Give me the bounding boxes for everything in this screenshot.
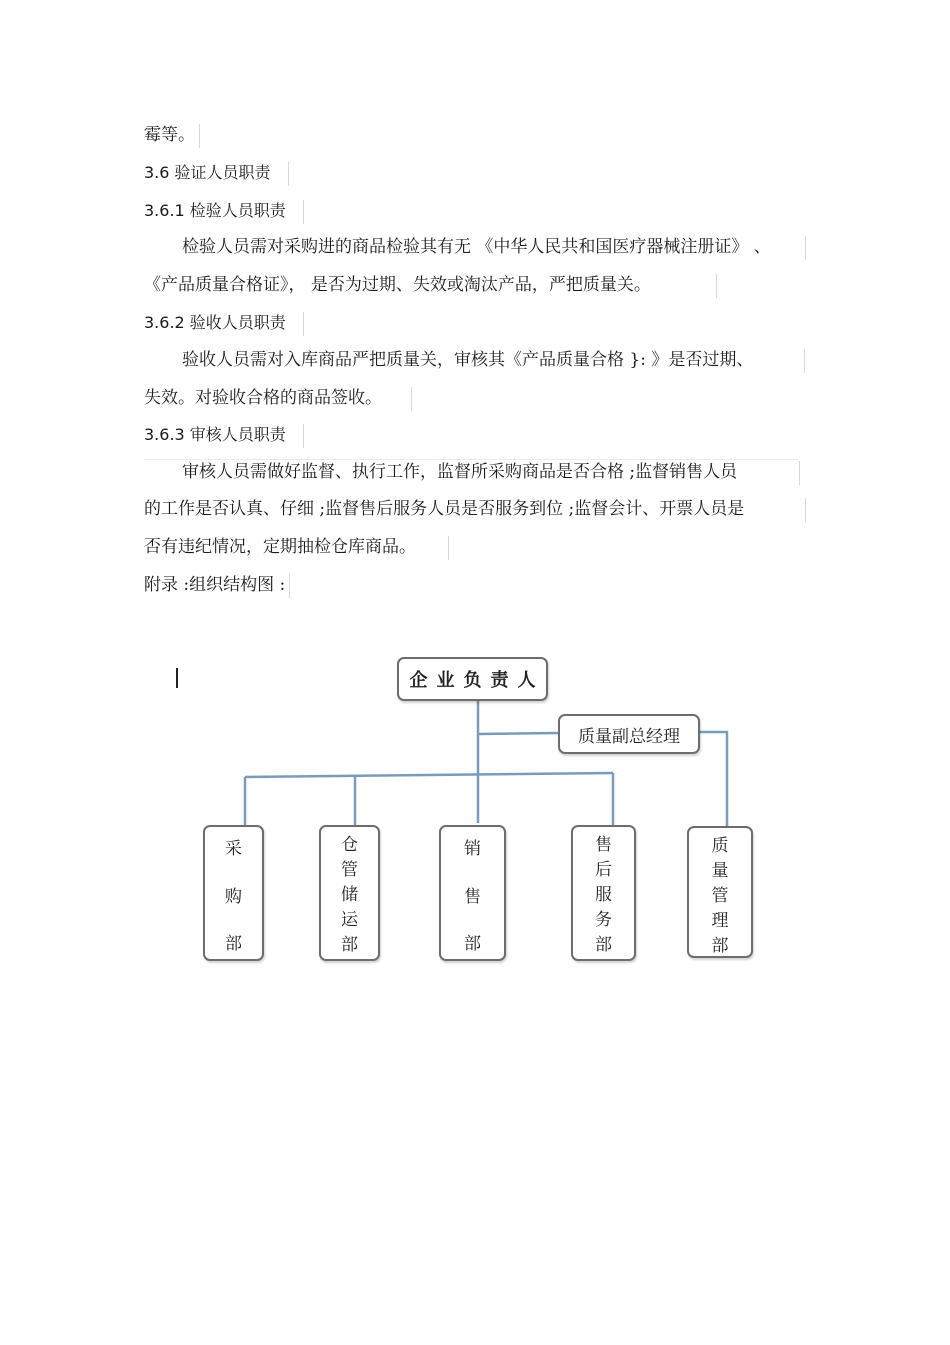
paragraph-3-6-1-line-2: 《产品质量合格证》， 是否为过期、失效或淘汰产品，严把质量关。 [144,275,651,295]
dept-char: 部 [341,935,358,955]
section-3-6-2-heading: 3.6.2 验收人员职责 [144,313,286,332]
dept-char: 服 [595,885,612,905]
connector-deputy-to-quality [700,732,727,826]
paragraph-3-6-3-line-3: 否有违纪情况，定期抽检仓库商品。 [144,537,416,557]
paragraph-3-6-3-line-1: 审核人员需做好监督、执行工作，监督所采购商品是否合格 ;监督销售人员 [182,462,738,482]
dept-char: 质 [711,836,729,856]
org-box-quality-deputy-gm: 质量副总经理 [558,714,700,754]
section-3-6-1-heading: 3.6.1 检验人员职责 [144,201,286,220]
dept-char: 售 [464,886,481,907]
dept-char: 运 [341,910,358,930]
dept-char: 管 [711,886,729,906]
connector-horizontal-bus [245,773,613,777]
org-box-warehouse-dept [319,825,380,961]
dept-char: 仓 [341,835,358,855]
paragraph-3-6-2-line-2: 失效。对验收合格的商品签收。 [144,388,382,408]
org-box-quality-mgmt-dept [687,826,753,958]
dept-char: 储 [341,885,358,905]
dept-char: 务 [595,910,612,930]
org-box-sales-dept [439,825,506,961]
appendix-heading: 附录 :组织结构图 : [144,575,286,595]
paragraph-3-6-3-line-2: 的工作是否认真、仔细 ;监督售后服务人员是否服务到位 ;监督会计、开票人员是 [144,499,745,519]
org-box-aftersales-dept [571,825,636,961]
dept-char: 量 [711,861,729,881]
dept-char: 管 [341,860,358,880]
paragraph-3-6-1-line-1: 检验人员需对采购进的商品检验其有无 《中华人民共和国医疗器械注册证》 、 [182,237,771,257]
org-box-procurement-dept [203,825,264,961]
connector-to-deputy [478,733,558,734]
dept-char: 售 [595,835,612,855]
section-3-6-heading: 3.6 验证人员职责 [144,163,271,182]
paragraph-3-6-2-line-1: 验收人员需对入库商品严把质量关，审核其《产品质量合格 }: 》是否过期、 [182,350,754,370]
dept-char: 部 [464,934,481,954]
dept-char: 后 [595,860,612,880]
dept-char: 销 [464,839,481,859]
text-line-1: 霉等。 [144,125,195,145]
dept-char: 部 [711,936,729,956]
dept-char: 购 [225,886,242,907]
dept-char: 部 [595,935,612,955]
dept-char: 采 [225,839,242,859]
dept-char: 部 [225,934,242,954]
org-box-enterprise-head: 企业负责人 [397,657,548,701]
section-3-6-3-heading: 3.6.3 审核人员职责 [144,425,286,444]
dept-char: 理 [711,911,729,931]
